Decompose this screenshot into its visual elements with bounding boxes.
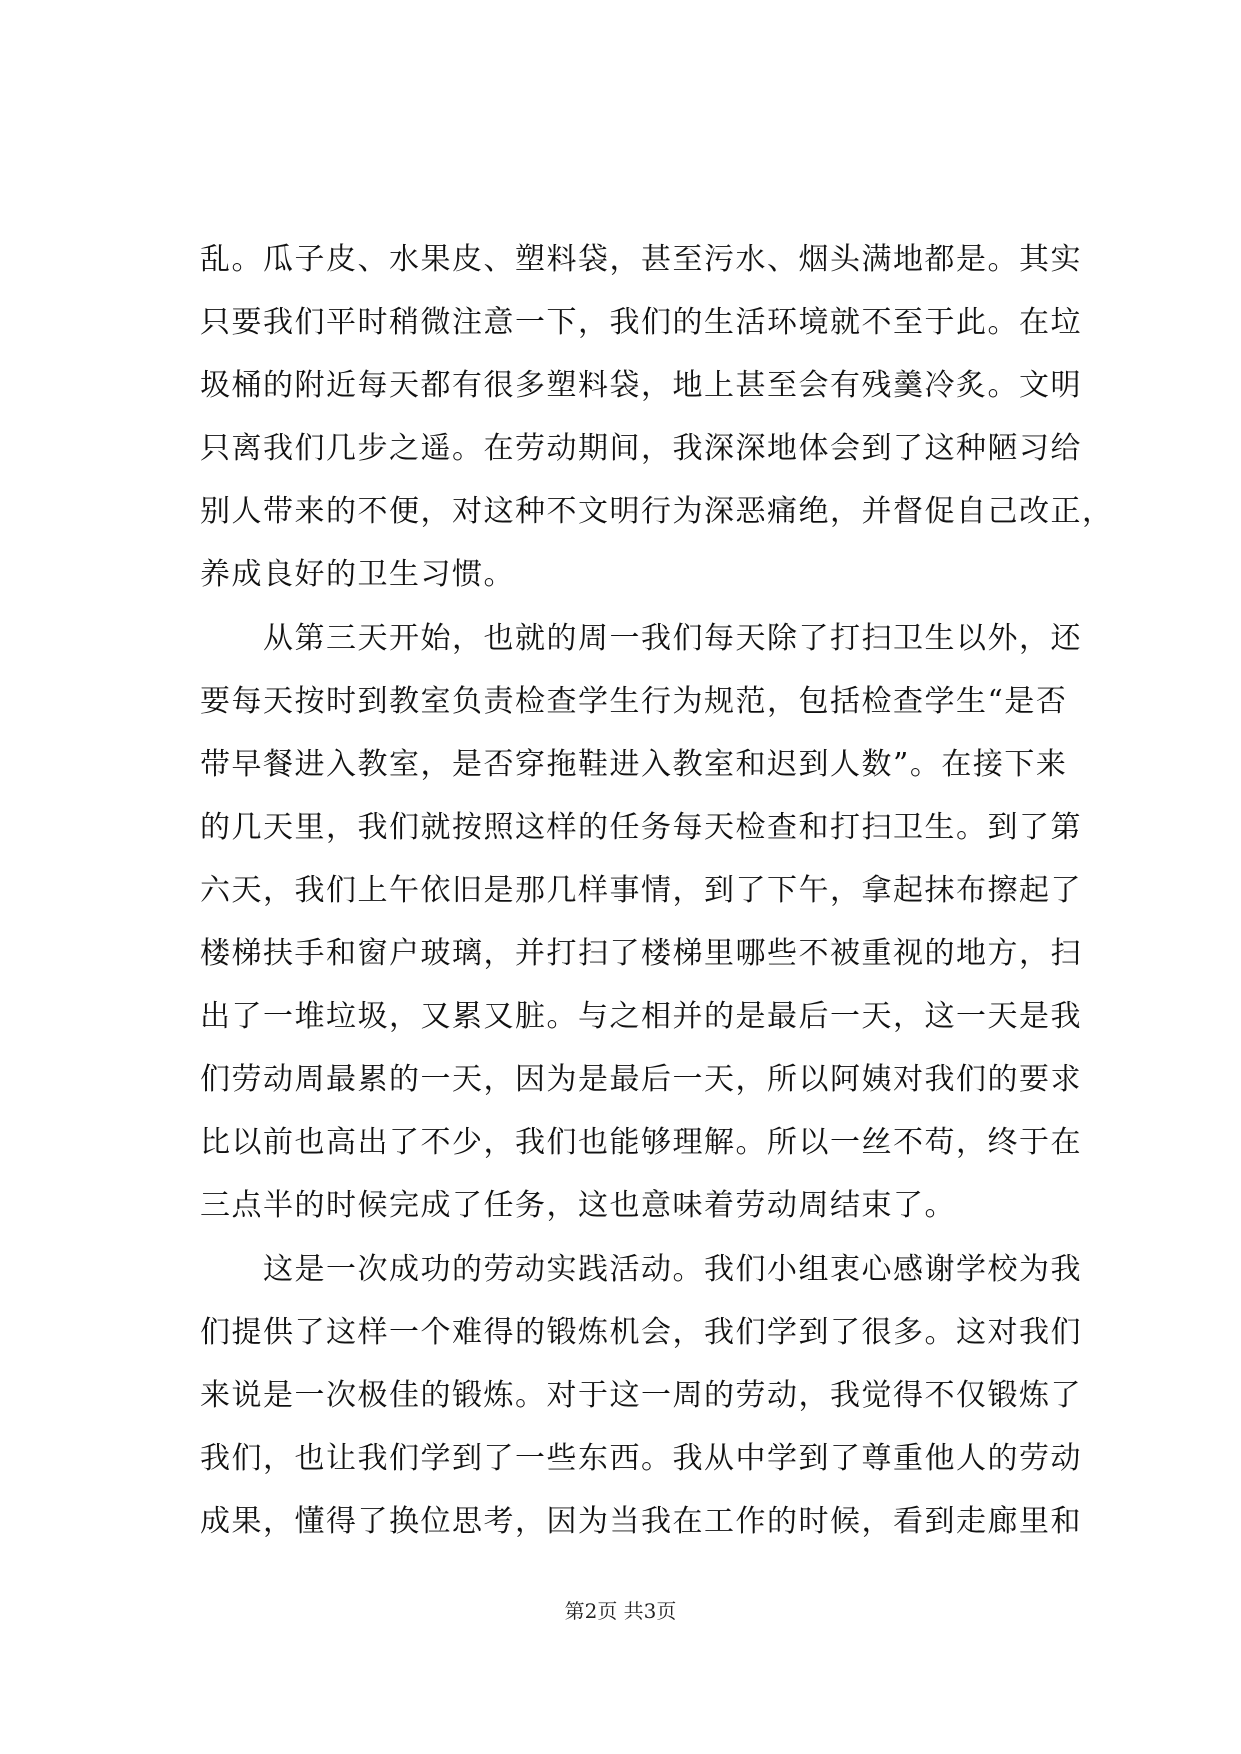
page-footer: 第2页 共3页 bbox=[564, 1599, 677, 1623]
text-line: 们提供了这样一个难得的锻炼机会，我们学到了很多。这对我们 bbox=[200, 1314, 1082, 1350]
text-line: 成果，懂得了换位思考，因为当我在工作的时候，看到走廊里和 bbox=[200, 1503, 1082, 1539]
text-line: 带早餐进入教室，是否穿拖鞋进入教室和迟到人数”。在接下来 bbox=[200, 746, 1068, 782]
text-line: 我们，也让我们学到了一些东西。我从中学到了尊重他人的劳动 bbox=[200, 1440, 1082, 1476]
text-line: 三点半的时候完成了任务，这也意味着劳动周结束了。 bbox=[200, 1188, 956, 1224]
body-text bbox=[200, 228, 1114, 1553]
text-line: 们劳动周最累的一天，因为是最后一天，所以阿姨对我们的要求 bbox=[200, 1062, 1082, 1098]
text-line: 只离我们几步之遥。在劳动期间，我深深地体会到了这种陋习给 bbox=[200, 431, 1082, 467]
text-line: 比以前也高出了不少，我们也能够理解。所以一丝不苟，终于在 bbox=[200, 1125, 1082, 1161]
text-line: 出了一堆垃圾，又累又脏。与之相并的是最后一天，这一天是我 bbox=[200, 999, 1082, 1035]
text-line: 的几天里，我们就按照这样的任务每天检查和打扫卫生。到了第 bbox=[200, 809, 1082, 845]
text-line: 来说是一次极佳的锻炼。对于这一周的劳动，我觉得不仅锻炼了 bbox=[200, 1377, 1082, 1413]
text-line: 这是一次成功的劳动实践活动。我们小组衷心感谢学校为我 bbox=[200, 1251, 1082, 1287]
text-line: 从第三天开始，也就的周一我们每天除了打扫卫生以外，还 bbox=[200, 620, 1082, 656]
text-line: 只要我们平时稍微注意一下，我们的生活环境就不至于此。在垃 bbox=[200, 305, 1082, 341]
text-line: 楼梯扶手和窗户玻璃，并打扫了楼梯里哪些不被重视的地方，扫 bbox=[200, 936, 1082, 972]
text-line: 乱。瓜子皮、水果皮、塑料袋，甚至污水、烟头满地都是。其实 bbox=[200, 242, 1082, 277]
text-line: 别人带来的不便，对这种不文明行为深恶痛绝，并督促自己改正， bbox=[200, 494, 1114, 530]
text-line: 要每天按时到教室负责检查学生行为规范，包括检查学生“是否 bbox=[200, 683, 1068, 719]
text-line: 圾桶的附近每天都有很多塑料袋，地上甚至会有残羹冷炙。文明 bbox=[200, 368, 1082, 404]
text-line: 养成良好的卫生习惯。 bbox=[200, 557, 515, 593]
text-line: 六天，我们上午依旧是那几样事情，到了下午，拿起抹布擦起了 bbox=[200, 872, 1082, 908]
